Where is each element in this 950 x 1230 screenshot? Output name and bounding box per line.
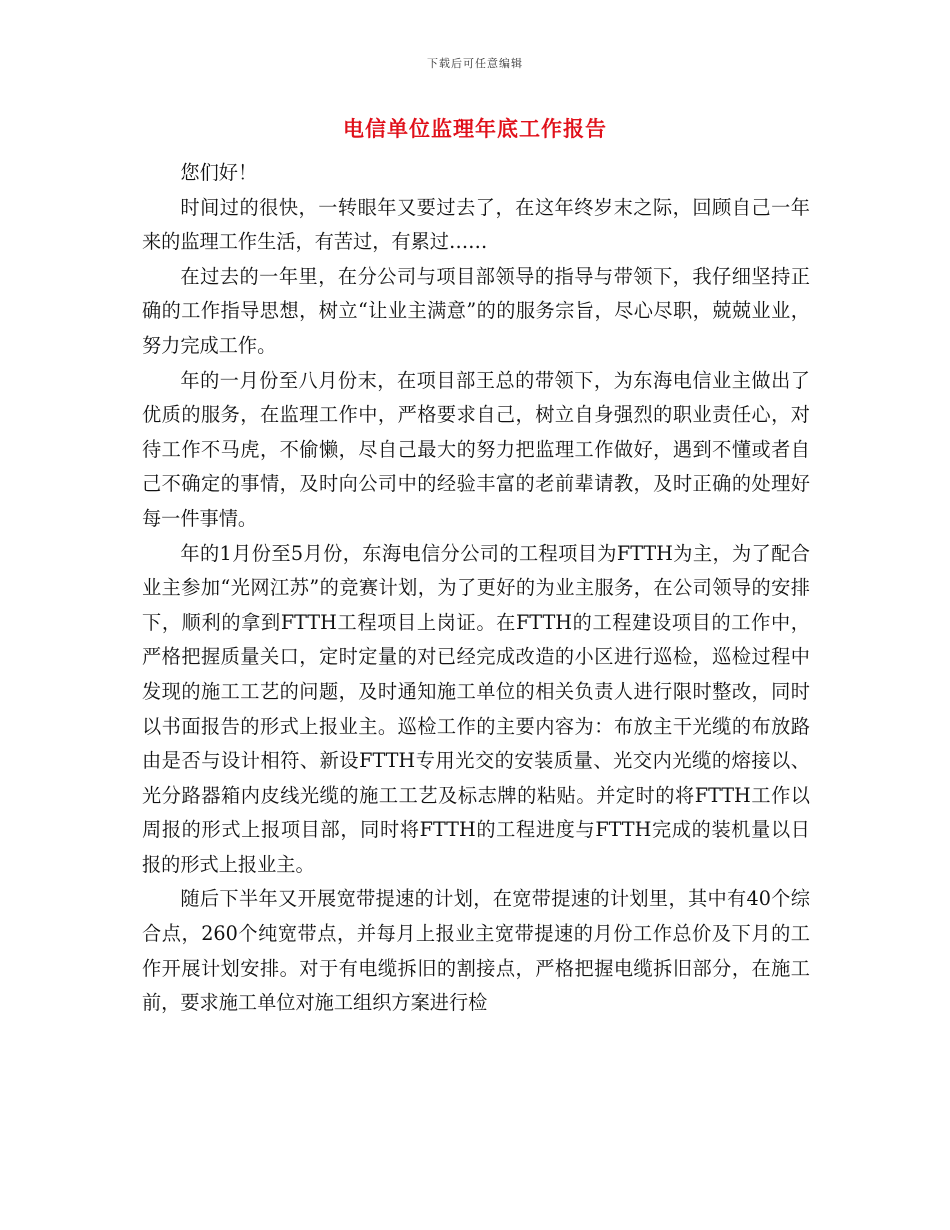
header-note: 下载后可任意编辑: [427, 57, 523, 70]
paragraph-broadband: 随后下半年又开展宽带提速的计划，在宽带提速的计划里，其中有40个综合点，260个纯宽带点，并每月上报业主宽带提速的月份工作总价及下月的工作开展计划安排。对于有电缆拆旧的割接点，严格把握电缆拆旧部分，在施工前，要求施工单位对施工组织方案进行检: [142, 887, 810, 1015]
paragraph-ftth: 年的1月份至5月份，东海电信分公司的工程项目为FTTH为主，为了配合业主参加“光网江苏”的竞赛计划，为了更好的为业主服务，在公司领导的安排下，顺利的拿到FTTH工程项目上岗证。在FTTH的工程建设项目的工作中，严格把握质量关口，定时定量的对已经完成改造的小区进行巡检，巡检过程中发现的施工工艺的问题，及时通知施工单位的相关负责人进行限时整改，同时以书面报告的形式上报业主。巡检工作的主要内容为：布放主干光缆的布放路由是否与设计相符、新设FTTH专用光交的安装质量、光交内光缆的熔接以、光分路器箱内皮线光缆的施工工艺及标志牌的粘贴。并定时的将FTTH工作以周报的形式上报项目部，同时将FTTH的工程进度与FTTH完成的装机量以日报的形式上报业主。: [142, 541, 810, 876]
paragraph-attitude: 在过去的一年里，在分公司与项目部领导的指导与带领下，我仔细坚持正确的工作指导思想，树立“让业主满意”的的服务宗旨，尽心尽职，兢兢业业，努力完成工作。: [142, 264, 810, 357]
document-title: 电信单位监理年底工作报告: [343, 116, 607, 141]
paragraph-greeting: 您们好！: [180, 161, 258, 184]
document-body: [142, 156, 810, 1021]
paragraph-intro: 时间过的很快，一转眼年又要过去了，在这年终岁末之际，回顾自己一年来的监理工作生活，有苦过，有累过……: [142, 195, 810, 254]
paragraph-jan-aug: 年的一月份至八月份末，在项目部王总的带领下，为东海电信业主做出了优质的服务，在监理工作中，严格要求自己，树立自身强烈的职业责任心，对待工作不马虎，不偷懒，尽自己最大的努力把监理工作做好，遇到不懂或者自己不确定的事情，及时向公司中的经验丰富的老前辈请教，及时正确的处理好每一件事情。: [142, 368, 810, 530]
